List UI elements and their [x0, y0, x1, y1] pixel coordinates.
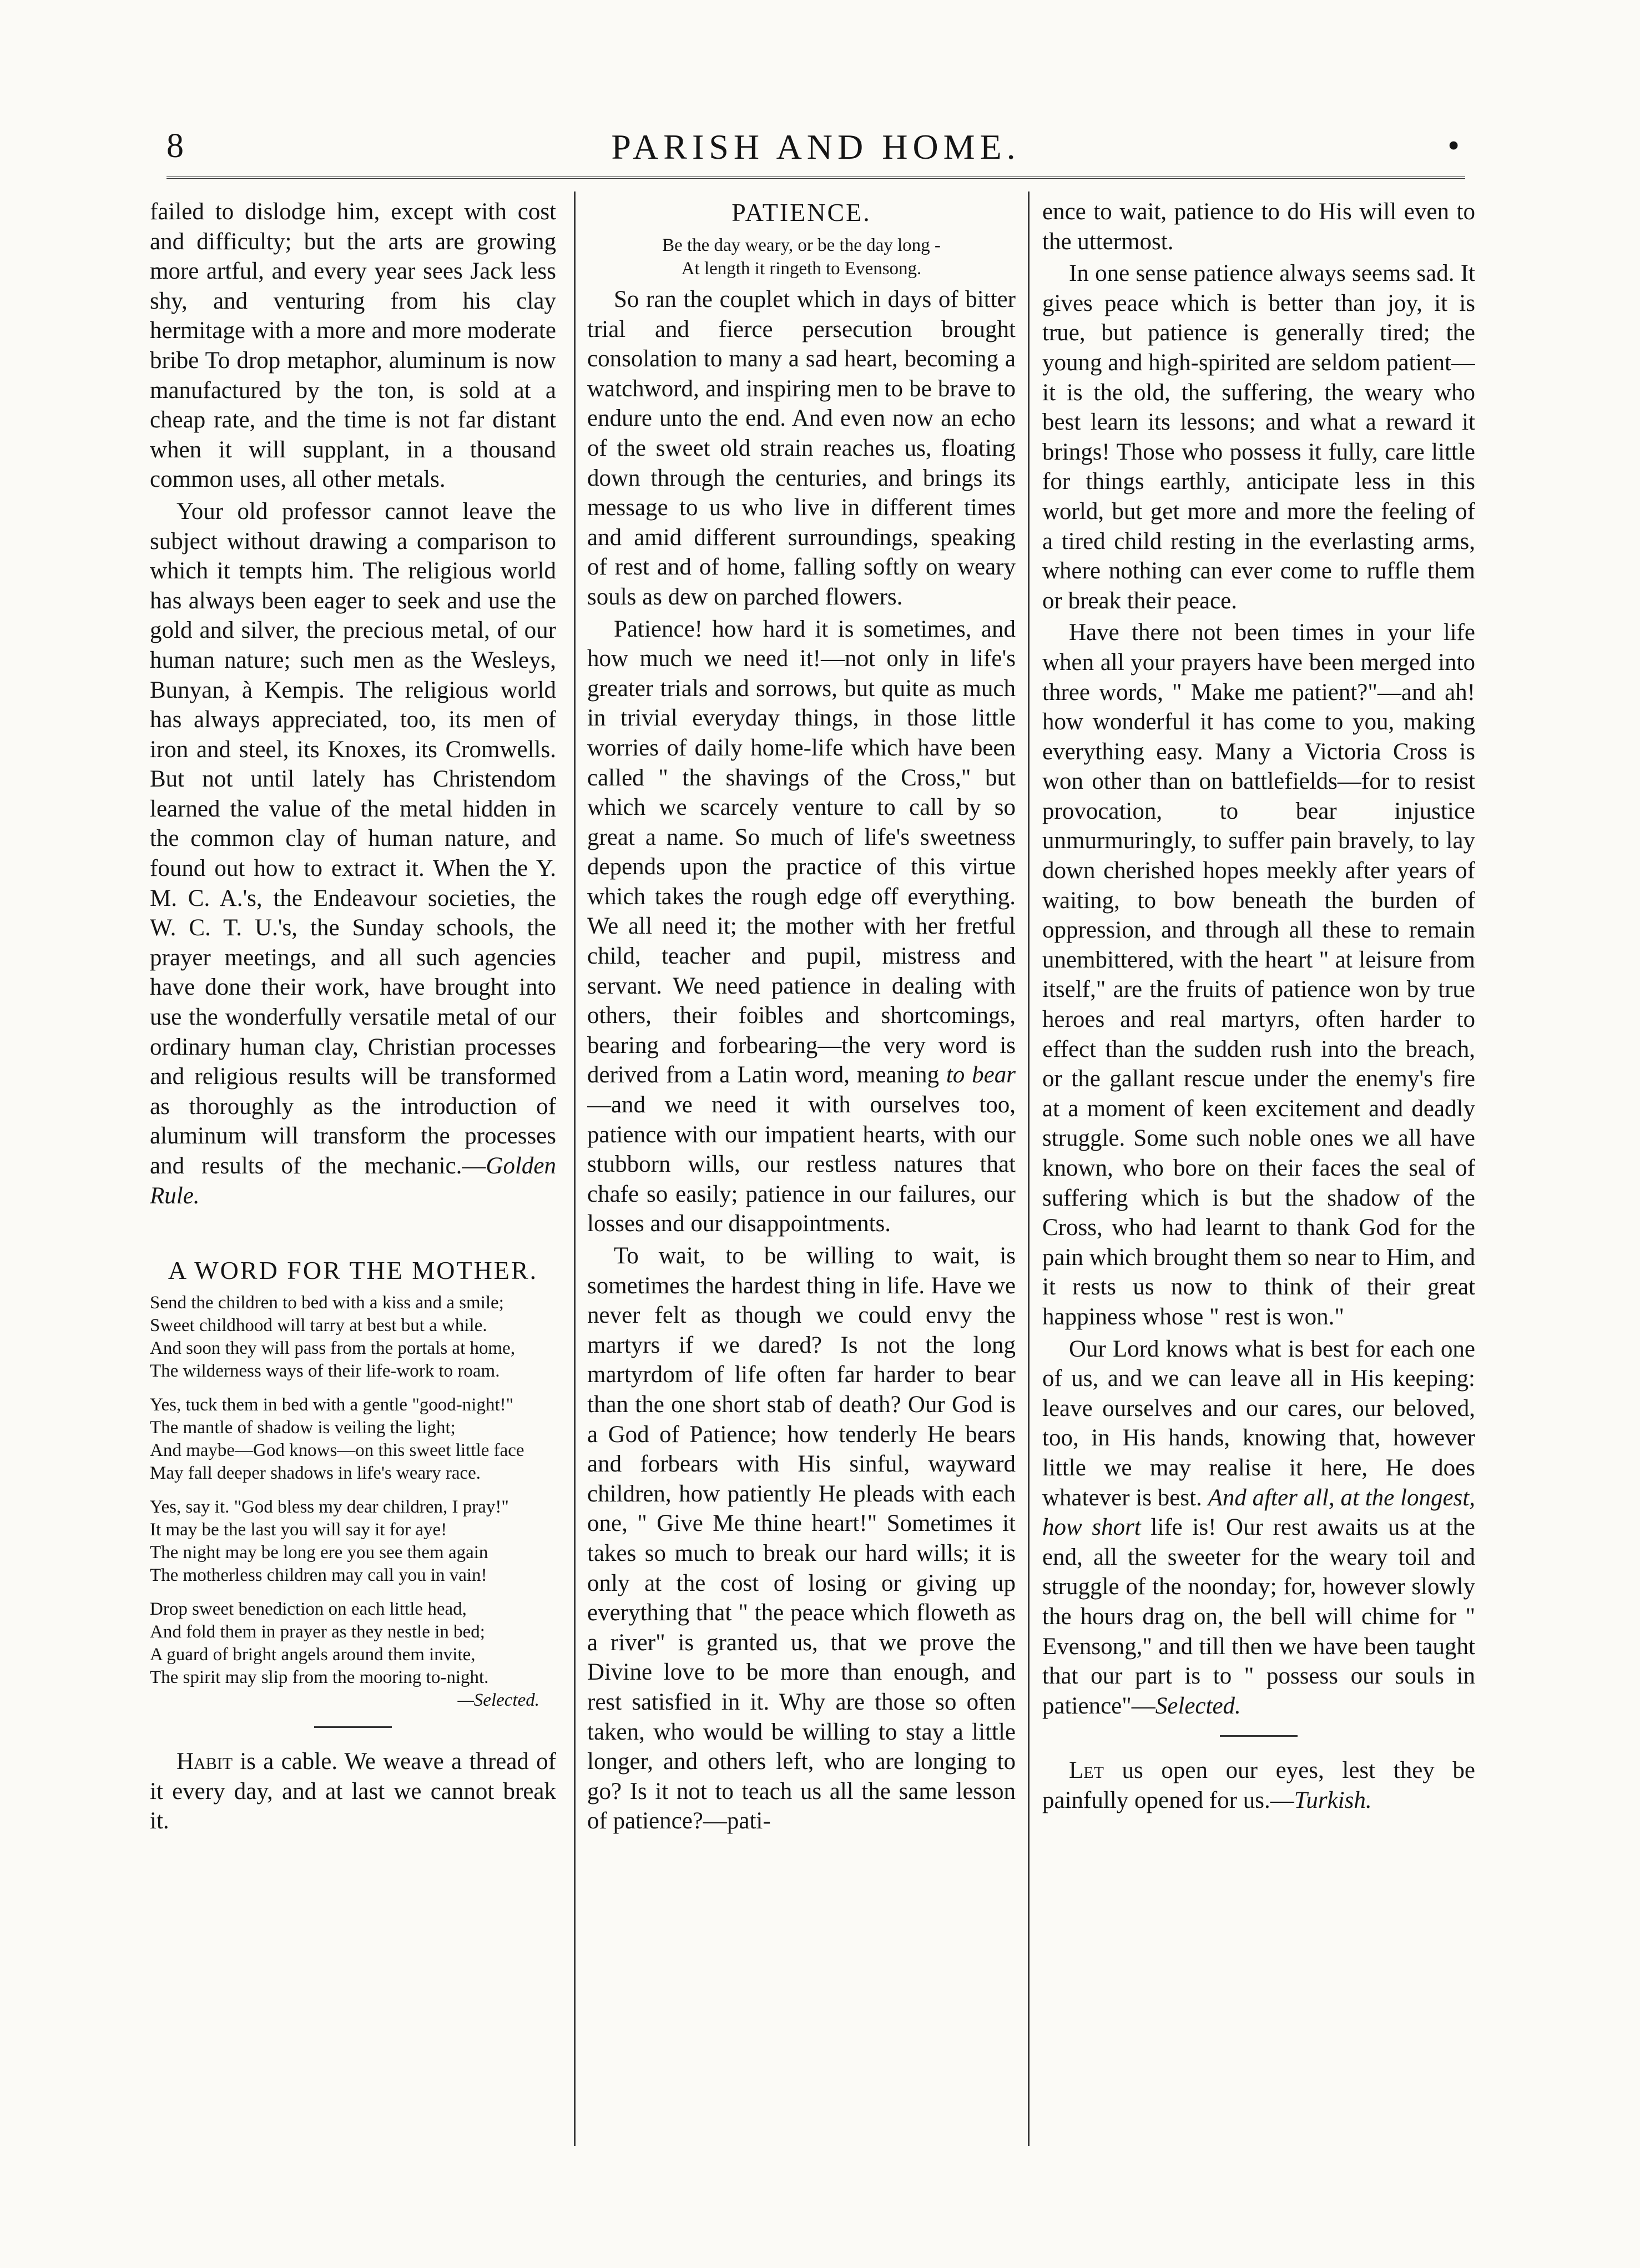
- proverb-text: us open our eyes, lest they be painfully opened for us.—: [1042, 1757, 1475, 1813]
- section-divider: [314, 1726, 392, 1728]
- aluminum-paragraph-2: [150, 497, 556, 1211]
- page-header: [166, 127, 1465, 171]
- epigraph-line-2: At length it ringeth to Evensong.: [681, 259, 922, 279]
- aluminum-paragraph-1: failed to dislodge him, except with cost and difficulty; but the arts are growing more artful, and every year sees Jack less shy, and venturing from his clay hermitage with a more and more moderate bribe To drop metaphor, aluminum is now manufactured by the ton, is sold at a cheap rate, and the time is not far distant when it will supplant, in a thousand common uses, all other metals.: [150, 199, 556, 493]
- article-title-patience: PATIENCE.: [731, 198, 871, 226]
- patience-paragraph-6-b: life is! Our rest awaits us at the end, all the sweeter for the weary toil and struggle of the noonday; for, however slowly the hours drag on, the bell will chime for " Evensong," and till then we have been taught that our part is to " possess our souls in patience"—: [1042, 1514, 1475, 1719]
- patience-paragraph-4: In one sense patience always seems sad. It gives peace which is better than joy, it is true, but patience is generally tired; the young and high-spirited are seldom patient—it is the old, the suffering, the weary who best learn its lessons; and what a reward it brings! Those who possess it fully, care little for things earthly, anticipate less in this world, but get more and more the feeling of a tired child resting in the everlasting arms, where nothing can ever come to ruffle them or break their peace.: [1042, 260, 1475, 614]
- poem-line: Yes, tuck them in bed with a gentle "good-night!": [150, 1395, 514, 1415]
- patience-paragraph-6: [1042, 1334, 1475, 1721]
- patience-paragraph-6-em: And after all, at the longest, how short: [1042, 1484, 1475, 1541]
- poem-line: A guard of bright angels around them invite,: [150, 1645, 476, 1665]
- source-golden-rule: Golden Rule.: [150, 1153, 556, 1209]
- epigraph: [587, 234, 1016, 280]
- poem-stanza-2: [150, 1394, 556, 1485]
- poem-line: Sweet childhood will tarry at best but a while.: [150, 1316, 487, 1336]
- poem-line: And fold them in prayer as they nestle in bed;: [150, 1622, 485, 1642]
- section-divider: [1220, 1735, 1298, 1737]
- column-rule-left: [574, 191, 576, 2146]
- poem-stanza-4: [150, 1598, 556, 1712]
- patience-paragraph-3: To wait, to be willing to wait, is sometimes the hardest thing in life. Have we never felt as though we could envy the martyrs if we dared? Is not the long martyrdom of life often far harder to bear than the one short stab of death? Our God is a God of Patience; how tenderly He bears and forbears with His sinful, wayward children, how patiently He pleads with each one, " Give Me thine heart!" Sometimes it takes so much to break our hard wills; it is only at the cost of losing or giving up everything that " the peace which floweth as a river" is granted us, that we prove the Divine love to be more than enough, and rest satisfied in it. Why are those so often taken, who would be willing to stay a little longer, and others left, who are longing to go? Is it not to teach us all the same lesson of patience?—pati-: [587, 1243, 1016, 1834]
- proverb-lead: Let: [1069, 1757, 1104, 1784]
- poem-line: The wilderness ways of their life-work to roam.: [150, 1361, 500, 1382]
- patience-paragraph-1: So ran the couplet which in days of bitter trial and fierce persecution brought consolation to many a sad heart, becoming a watchword, and inspiring men to be brave to endure unto the end. And even now an echo of the sweet old strain reaches us, floating down through the centuries, and brings its message to us who live in different times and amid different surroundings, speaking of rest and of home, falling softly on weary souls as dew on parched flowers.: [587, 286, 1016, 610]
- patience-paragraph-2-b: —and we need it with ourselves too, patience with our impatient hearts, with our stubborn wills, our restless natures that chafe so easily; patience in our failures, our losses and our disappointments.: [587, 1092, 1016, 1237]
- poem: [150, 1292, 556, 1712]
- patience-paragraph-2-em: to bear: [946, 1062, 1016, 1088]
- poem-line: May fall deeper shadows in life's weary race.: [150, 1463, 481, 1484]
- poem-line: Yes, say it. "God bless my dear children, I pray!": [150, 1497, 509, 1518]
- patience-paragraph-3-cont: ence to wait, patience to do His will even to the uttermost.: [1042, 199, 1475, 255]
- poem-line: Drop sweet benediction on each little head,: [150, 1599, 467, 1620]
- habit-text: is a cable. We weave a thread of it every day, and at last we cannot break it.: [150, 1748, 556, 1834]
- habit-paragraph: [150, 1747, 556, 1836]
- habit-lead: Habit: [176, 1748, 233, 1775]
- patience-paragraph-5: Have there not been times in your life when all your prayers have been merged into three words, " Make me patient?"—and ah! how wonderful it has come to you, making everything easy. Many a Victoria Cross is won other than on battlefields—for to resist provocation, to bear injustice unmurmuringly, to suffer pain bravely, to lay down cherished hopes meekly after years of waiting, to bow beneath the burden of oppression, and through all these to remain unembittered, with the heart " at leisure from itself," are the fruits of patience won by true heroes and real martyrs, often harder to effect than the sudden rush into the breach, or the gallant rescue under the enemy's fire at a moment of keen excitement and deadly struggle. Some such noble ones we all have known, who bore on their faces the seal of suffering which is but the shadow of the Cross, who had learnt to thank God for the pain which brought them so near to Him, and it rests us now to think of their great happiness whose " rest is won.": [1042, 619, 1475, 1330]
- patience-paragraph-2-a: Patience! how hard it is sometimes, and how much we need it!—not only in life's greater trials and sorrows, but quite as much in trivial everyday things, in those little worries of daily home-life which have been called " the shavings of the Cross," but which we scarcely venture to call by so great a name. So much of life's sweetness depends upon the practice of this virtue which takes the rough edge off everything. We all need it; the mother with her fretful child, teacher and pupil, mistress and servant. We need patience in dealing with others, their foibles and shortcomings, bearing and forbearing—the very word is derived from a Latin word, meaning: [587, 616, 1016, 1088]
- poem-stanza-1: [150, 1292, 556, 1383]
- page-title: PARISH AND HOME.: [611, 127, 1021, 167]
- poem-stanza-3: [150, 1496, 556, 1587]
- epigraph-line-1: Be the day weary, or be the day long -: [662, 235, 941, 255]
- aluminum-paragraph-2-text: Your old professor cannot leave the subject without drawing a comparison to which it tempts him. The religious world has always been eager to seek and use the gold and silver, the precious metal, of our human nature; such men as the Wesleys, Bunyan, à Kempis. The religious world has always appreciated, too, its men of iron and steel, its Knoxes, its Cromwells. But not until lately has Christendom learned the value of the metal hidden in the common clay of human nature, and found out how to extract it. When the Y. M. C. A.'s, the Endeavour societies, the W. C. T. U.'s, the Sunday schools, the prayer meetings, and all such agencies have done their work, have brought into use the wonderfully versatile metal of our ordinary human clay, Christian processes and religious results will be transformed as thoroughly as the introduction of aluminum will transform the processes and results of the mechanic.—: [150, 498, 556, 1179]
- source-turkish: Turkish.: [1294, 1787, 1372, 1813]
- poem-line: The motherless children may call you in vain!: [150, 1565, 487, 1586]
- poem-line: It may be the last you will say it for aye!: [150, 1520, 447, 1540]
- column-1: [150, 197, 556, 2149]
- poem-line: And maybe—God knows—on this sweet little face: [150, 1440, 524, 1461]
- poem-line: The spirit may slip from the mooring to-night.: [150, 1667, 489, 1688]
- source-selected: Selected.: [1155, 1692, 1241, 1719]
- poem-title: A WORD FOR THE MOTHER.: [168, 1256, 538, 1285]
- proverb-paragraph: [1042, 1756, 1475, 1815]
- column-2: [587, 197, 1016, 2149]
- page-number: 8: [166, 127, 184, 165]
- patience-paragraph-6-a: Our Lord knows what is best for each one of us, and we can leave all in His keeping: leave ourselves and our cares, our beloved, too, in His hands, knowing that, however little we may realise it here, He does whatever is best.: [1042, 1335, 1475, 1511]
- header-mark: •: [1447, 127, 1460, 165]
- poem-line: The mantle of shadow is veiling the light;: [150, 1418, 456, 1438]
- poem-line: The night may be long ere you see them again: [150, 1543, 488, 1563]
- poem-attribution: —Selected.: [457, 1690, 539, 1711]
- column-rule-right: [1028, 191, 1030, 2146]
- poem-line: And soon they will pass from the portals at home,: [150, 1338, 516, 1359]
- patience-paragraph-2: [587, 614, 1016, 1239]
- poem-line: Send the children to bed with a kiss and a smile;: [150, 1293, 504, 1313]
- column-3: [1042, 197, 1475, 2149]
- header-rule: [166, 177, 1465, 182]
